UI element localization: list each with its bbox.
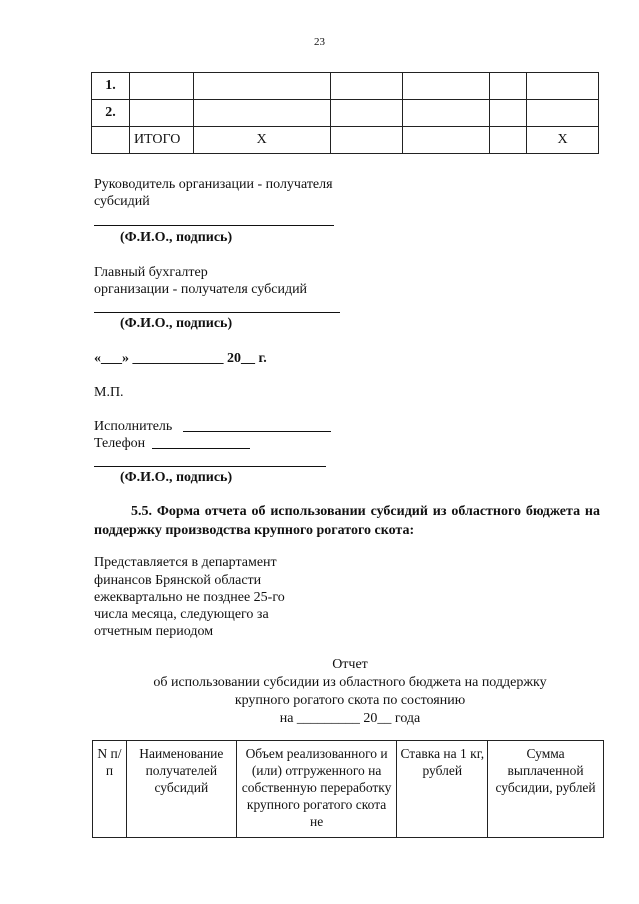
table-row [92, 100, 599, 127]
header-amount: Сумма выплаченной субсидии, рублей [488, 741, 604, 838]
table-row-total [92, 127, 599, 154]
submission-line: отчетным периодом [94, 624, 214, 639]
row-number: 2. [92, 100, 130, 127]
header-recipients: Наименование получателей субсидий [126, 741, 236, 838]
summary-table [91, 72, 599, 154]
table-cell [403, 127, 490, 154]
header-volume: Объем реализованного и (или) отгруженного на собственную переработку крупного рогатого скота не [236, 741, 397, 838]
report-table [92, 740, 604, 838]
table-cell [490, 127, 527, 154]
row-number [92, 127, 130, 154]
executor-label: Исполнитель [94, 419, 173, 434]
table-cell [193, 100, 330, 127]
table-cell [403, 100, 490, 127]
signature-line [94, 466, 326, 467]
total-label: ИТОГО [129, 127, 193, 154]
date-line: «___» _____________ 20__ г. [94, 351, 267, 366]
report-title: Отчет [332, 657, 368, 672]
table-row [92, 73, 599, 100]
submission-line: Представляется в департамент [94, 555, 277, 570]
signature-line [94, 225, 334, 226]
head-label-line2: субсидий [94, 194, 150, 209]
table-cell [490, 73, 527, 100]
accountant-label-line2: организации - получателя субсидий [94, 282, 308, 297]
table-cell [330, 73, 403, 100]
table-cell [330, 100, 403, 127]
report-date-line: на _________ 20__ года [279, 711, 421, 726]
page-number: 23 [314, 36, 325, 48]
row-number: 1. [92, 73, 130, 100]
phone-label: Телефон [94, 436, 146, 451]
submission-line: финансов Брянской области [94, 573, 262, 588]
section-heading: 5.5. Форма отчета об использовании субсидий из областного бюджета на поддержку производства крупного рогатого скота: [94, 504, 600, 538]
table-cell [330, 127, 403, 154]
table-cell [193, 73, 330, 100]
head-label-line1: Руководитель организации - получателя [94, 177, 333, 192]
table-cell [527, 100, 599, 127]
signature-line [94, 312, 340, 313]
table-cell [490, 100, 527, 127]
report-table-header [93, 741, 604, 838]
stamp-mark: М.П. [94, 385, 124, 400]
report-subtitle: крупного рогатого скота по состоянию [234, 693, 466, 708]
fio-caption: (Ф.И.О., подпись) [120, 470, 233, 485]
report-subtitle: об использовании субсидии из областного бюджета на поддержку [153, 675, 547, 690]
table-cell [527, 73, 599, 100]
table-cell [129, 73, 193, 100]
accountant-label-line1: Главный бухгалтер [94, 265, 208, 280]
phone-line [152, 448, 250, 449]
table-cell [403, 73, 490, 100]
table-cell: X [527, 127, 599, 154]
executor-line [183, 431, 331, 432]
table-cell: X [193, 127, 330, 154]
fio-caption: (Ф.И.О., подпись) [120, 316, 233, 331]
fio-caption: (Ф.И.О., подпись) [120, 230, 233, 245]
submission-line: ежеквартально не позднее 25-го [94, 590, 285, 605]
header-number: N п/п [93, 741, 127, 838]
header-rate: Ставка на 1 кг, рублей [397, 741, 488, 838]
submission-line: числа месяца, следующего за [94, 607, 269, 622]
table-cell [129, 100, 193, 127]
